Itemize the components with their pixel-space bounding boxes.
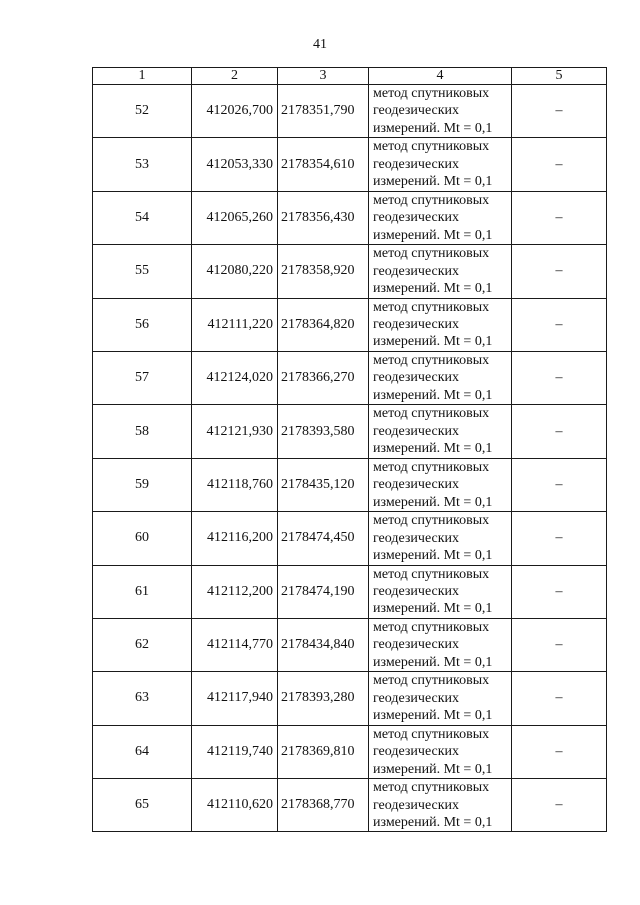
point-number-cell: 61	[93, 565, 192, 618]
method-line: геодезических	[373, 530, 460, 546]
x-coordinate-cell: 412117,940	[192, 672, 278, 725]
method-line: измерений. Mt = 0,1	[373, 654, 493, 670]
x-coordinate-cell: 412121,930	[192, 405, 278, 458]
y-coordinate-cell: 2178369,810	[278, 725, 369, 778]
method-line: метод спутниковых	[373, 619, 490, 635]
table-row	[93, 405, 607, 458]
x-coordinate-cell: 412065,260	[192, 191, 278, 244]
method-line: геодезических	[373, 156, 460, 172]
table-header	[93, 68, 607, 85]
table-row	[93, 672, 607, 725]
method-line: измерений. Mt = 0,1	[373, 761, 493, 777]
method-cell	[369, 512, 512, 565]
method-line: метод спутниковых	[373, 353, 490, 369]
note-cell: –	[512, 458, 607, 511]
table-row	[93, 618, 607, 671]
method-cell	[369, 245, 512, 298]
point-number-cell: 54	[93, 191, 192, 244]
method-line: измерений. Mt = 0,1	[373, 441, 493, 457]
point-number-cell: 58	[93, 405, 192, 458]
y-coordinate-cell: 2178364,820	[278, 298, 369, 351]
method-line: измерений. Mt = 0,1	[373, 334, 493, 350]
method-line: геодезических	[373, 690, 460, 706]
y-coordinate-cell: 2178366,270	[278, 351, 369, 404]
point-number-cell: 64	[93, 725, 192, 778]
note-cell: –	[512, 512, 607, 565]
note-cell: –	[512, 405, 607, 458]
point-number-cell: 60	[93, 512, 192, 565]
x-coordinate-cell: 412112,200	[192, 565, 278, 618]
method-line: геодезических	[373, 477, 460, 493]
table-row	[93, 138, 607, 191]
method-line: метод спутниковых	[373, 513, 490, 529]
method-line: метод спутниковых	[373, 139, 490, 155]
method-line: измерений. Mt = 0,1	[373, 387, 493, 403]
y-coordinate-cell: 2178435,120	[278, 458, 369, 511]
method-line: геодезических	[373, 263, 460, 279]
method-line: измерений. Mt = 0,1	[373, 120, 493, 136]
y-coordinate-cell: 2178474,190	[278, 565, 369, 618]
note-cell: –	[512, 245, 607, 298]
point-number-cell: 55	[93, 245, 192, 298]
page-number: 41	[313, 37, 327, 52]
point-number-cell: 52	[93, 85, 192, 138]
column-header-4: 4	[369, 68, 512, 85]
method-line: измерений. Mt = 0,1	[373, 494, 493, 510]
table-row	[93, 85, 607, 138]
y-coordinate-cell: 2178393,580	[278, 405, 369, 458]
method-line: метод спутниковых	[373, 459, 490, 475]
table-row	[93, 245, 607, 298]
table-row	[93, 725, 607, 778]
method-cell	[369, 672, 512, 725]
y-coordinate-cell: 2178358,920	[278, 245, 369, 298]
point-number-cell: 56	[93, 298, 192, 351]
note-cell: –	[512, 725, 607, 778]
point-number-cell: 53	[93, 138, 192, 191]
method-line: метод спутниковых	[373, 780, 490, 796]
table-body	[93, 85, 607, 832]
note-cell: –	[512, 565, 607, 618]
x-coordinate-cell: 412026,700	[192, 85, 278, 138]
column-header-3: 3	[278, 68, 369, 85]
x-coordinate-cell: 412116,200	[192, 512, 278, 565]
table-row	[93, 779, 607, 832]
method-cell	[369, 405, 512, 458]
y-coordinate-cell: 2178474,450	[278, 512, 369, 565]
note-cell: –	[512, 779, 607, 832]
x-coordinate-cell: 412110,620	[192, 779, 278, 832]
y-coordinate-cell: 2178393,280	[278, 672, 369, 725]
method-line: измерений. Mt = 0,1	[373, 227, 493, 243]
note-cell: –	[512, 618, 607, 671]
method-line: геодезических	[373, 317, 460, 333]
coordinates-table	[92, 67, 607, 832]
method-cell	[369, 351, 512, 404]
note-cell: –	[512, 672, 607, 725]
method-line: метод спутниковых	[373, 726, 490, 742]
method-line: метод спутниковых	[373, 673, 490, 689]
method-line: измерений. Mt = 0,1	[373, 708, 493, 724]
column-header-1: 1	[93, 68, 192, 85]
table-row	[93, 351, 607, 404]
x-coordinate-cell: 412119,740	[192, 725, 278, 778]
table-row	[93, 458, 607, 511]
method-line: метод спутниковых	[373, 299, 490, 315]
method-line: геодезических	[373, 584, 460, 599]
y-coordinate-cell: 2178368,770	[278, 779, 369, 832]
method-line: геодезических	[373, 103, 460, 119]
method-cell	[369, 779, 512, 832]
method-cell	[369, 298, 512, 351]
method-cell	[369, 191, 512, 244]
x-coordinate-cell: 412053,330	[192, 138, 278, 191]
y-coordinate-cell: 2178351,790	[278, 85, 369, 138]
point-number-cell: 63	[93, 672, 192, 725]
table-row	[93, 565, 607, 618]
point-number-cell: 57	[93, 351, 192, 404]
point-number-cell: 62	[93, 618, 192, 671]
x-coordinate-cell: 412080,220	[192, 245, 278, 298]
method-cell	[369, 565, 512, 618]
method-cell	[369, 138, 512, 191]
column-header-2: 2	[192, 68, 278, 85]
point-number-cell: 59	[93, 458, 192, 511]
method-line: метод спутниковых	[373, 566, 490, 582]
y-coordinate-cell: 2178354,610	[278, 138, 369, 191]
method-cell	[369, 458, 512, 511]
method-line: измерений. Mt = 0,1	[373, 281, 493, 297]
table-row	[93, 298, 607, 351]
y-coordinate-cell: 2178434,840	[278, 618, 369, 671]
method-line: метод спутниковых	[373, 246, 490, 262]
x-coordinate-cell: 412118,760	[192, 458, 278, 511]
header-row	[93, 68, 607, 85]
method-line: геодезических	[373, 637, 460, 653]
point-number-cell: 65	[93, 779, 192, 832]
note-cell: –	[512, 351, 607, 404]
method-line: геодезических	[373, 423, 460, 439]
method-cell	[369, 618, 512, 671]
table-row	[93, 512, 607, 565]
method-cell	[369, 85, 512, 138]
method-cell	[369, 725, 512, 778]
method-line: геодезических	[373, 744, 460, 760]
column-header-5: 5	[512, 68, 607, 85]
method-line: геодезических	[373, 210, 460, 226]
method-line: метод спутниковых	[373, 86, 490, 102]
method-line: измерений. Mt = 0,1	[373, 174, 493, 190]
note-cell: –	[512, 298, 607, 351]
method-line: измерений. Mt = 0,1	[373, 601, 493, 617]
method-line: метод спутниковых	[373, 192, 490, 208]
note-cell: –	[512, 85, 607, 138]
method-line: метод спутниковых	[373, 406, 490, 422]
y-coordinate-cell: 2178356,430	[278, 191, 369, 244]
method-line: измерений. Mt = 0,1	[373, 814, 493, 830]
method-line: геодезических	[373, 797, 460, 813]
x-coordinate-cell: 412124,020	[192, 351, 278, 404]
table-row	[93, 191, 607, 244]
note-cell: –	[512, 138, 607, 191]
method-line: геодезических	[373, 370, 460, 386]
note-cell: –	[512, 191, 607, 244]
method-line: измерений. Mt = 0,1	[373, 548, 493, 564]
x-coordinate-cell: 412111,220	[192, 298, 278, 351]
x-coordinate-cell: 412114,770	[192, 618, 278, 671]
